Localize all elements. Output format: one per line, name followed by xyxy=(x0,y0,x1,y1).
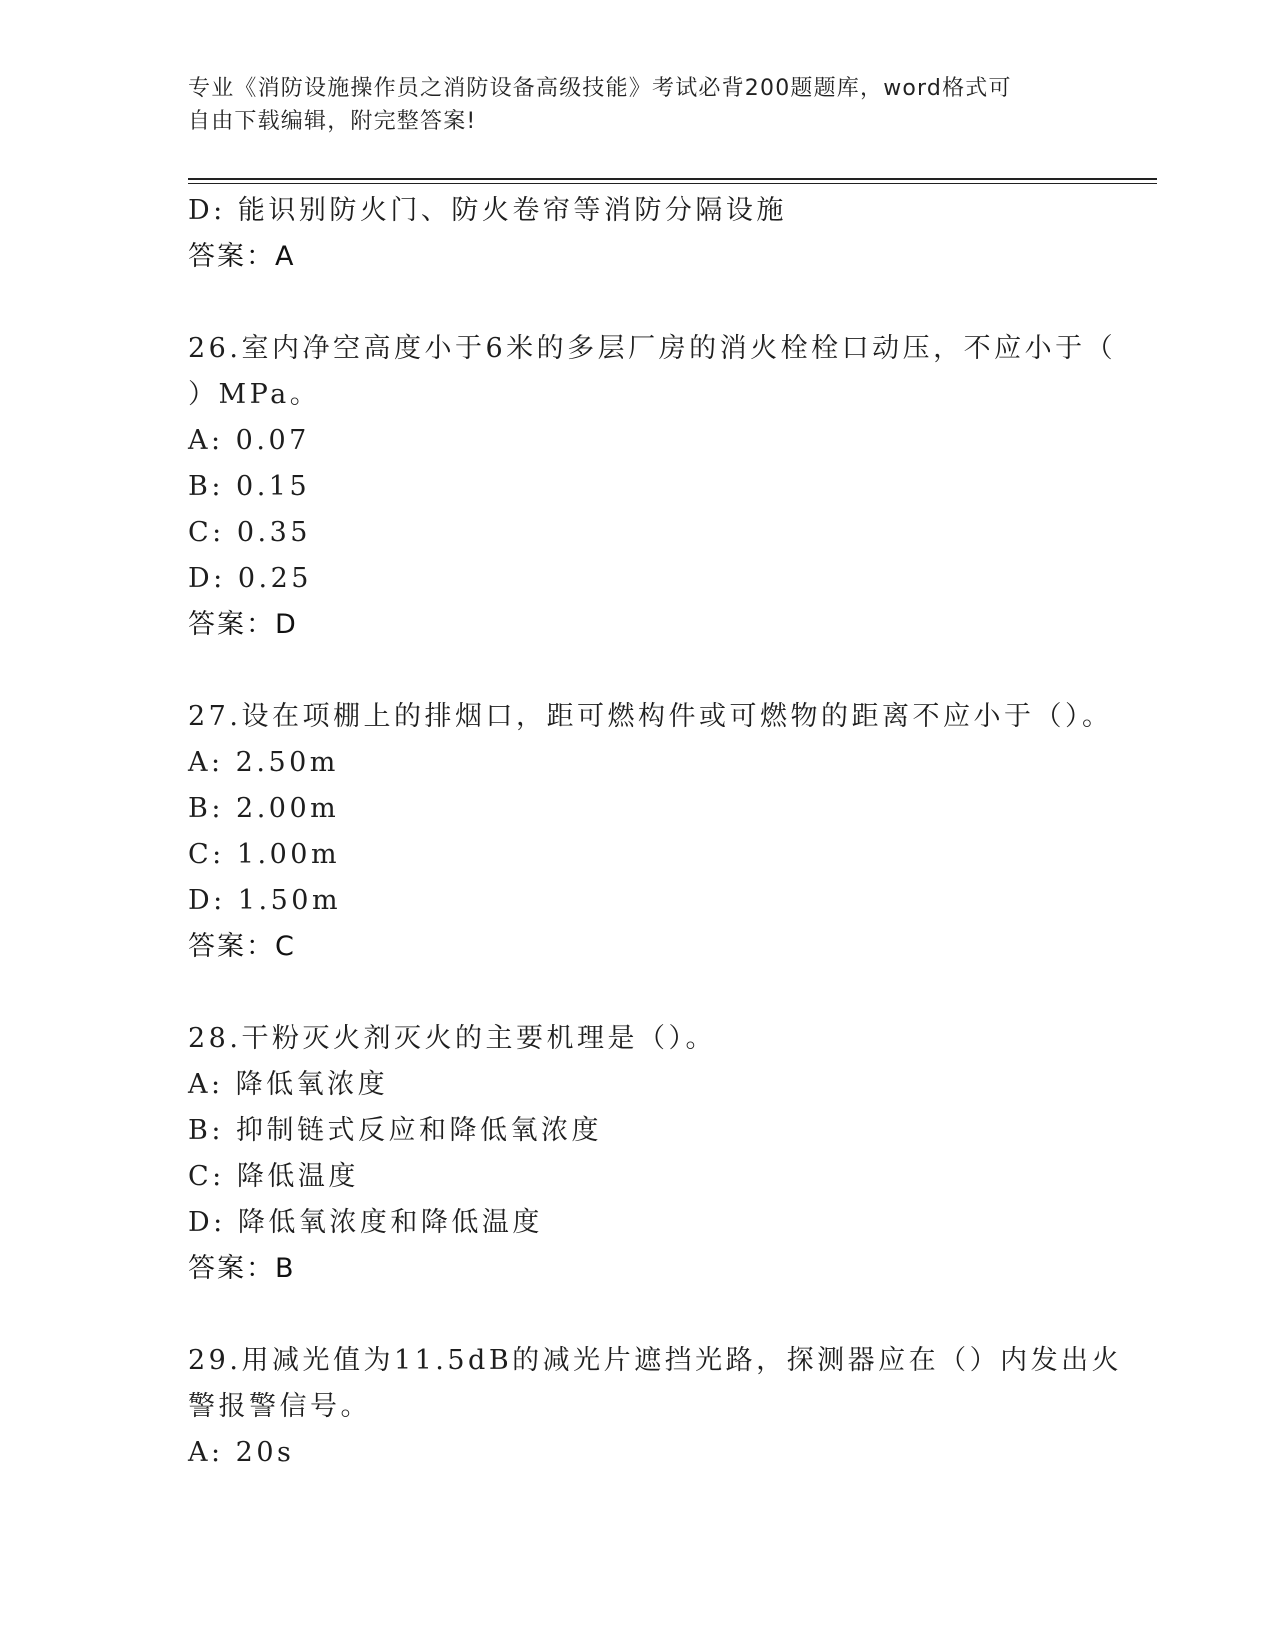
question-list xyxy=(188,188,1123,1476)
question-29 xyxy=(188,1338,1123,1476)
spacer xyxy=(188,1292,1088,1338)
option-b: B: 抑制链式反应和降低氧浓度 xyxy=(188,1115,603,1146)
option-c: C: 1.00m xyxy=(188,839,341,870)
answer: 答案：B xyxy=(188,1253,296,1284)
option-b: B: 0.15 xyxy=(188,471,311,502)
question-27 xyxy=(188,694,1113,970)
header-title-line-2: 自由下载编辑，附完整答案! xyxy=(188,109,477,134)
question-26 xyxy=(188,326,1117,648)
header-title-line-1: 专业《消防设施操作员之消防设备高级技能》考试必背200题题库，word格式可 xyxy=(188,76,1012,101)
option-a: A: 20s xyxy=(188,1437,295,1468)
answer: 答案：C xyxy=(188,931,296,962)
option-c: C: 0.35 xyxy=(188,517,311,548)
question-28 xyxy=(188,1016,1088,1292)
answer: 答案：D xyxy=(188,609,298,640)
spacer xyxy=(188,648,1088,694)
question-stem: 28.干粉灭火剂灭火的主要机理是（）。 xyxy=(188,1023,716,1054)
question-stem: 29.用减光值为11.5dB的减光片遮挡光路，探测器应在（）内发出火 xyxy=(188,1345,1123,1376)
option-a: A: 降低氧浓度 xyxy=(188,1069,389,1100)
option-d: D: 降低氧浓度和降低温度 xyxy=(188,1207,543,1238)
prev-question-answer: 答案：A xyxy=(188,241,296,272)
question-stem-continued: ）MPa。 xyxy=(188,379,321,410)
prev-question-option-d: D: 能识别防火门、防火卷帘等消防分隔设施 xyxy=(188,195,787,226)
option-d: D: 1.50m xyxy=(188,885,342,916)
option-a: A: 0.07 xyxy=(188,425,310,456)
option-d: D: 0.25 xyxy=(188,563,312,594)
question-stem: 27.设在项棚上的排烟口，距可燃构件或可燃物的距离不应小于（）。 xyxy=(188,701,1113,732)
option-a: A: 2.50m xyxy=(188,747,339,778)
option-b: B: 2.00m xyxy=(188,793,340,824)
header-divider-thin xyxy=(188,183,1157,184)
option-c: C: 降低温度 xyxy=(188,1161,359,1192)
question-stem-continued: 警报警信号。 xyxy=(188,1391,371,1422)
spacer xyxy=(188,280,1088,326)
header-divider-thick xyxy=(188,178,1157,180)
spacer xyxy=(188,970,1088,1016)
question-stem: 26.室内净空高度小于6米的多层厂房的消火栓栓口动压，不应小于（ xyxy=(188,333,1117,364)
document-header xyxy=(188,72,1068,138)
